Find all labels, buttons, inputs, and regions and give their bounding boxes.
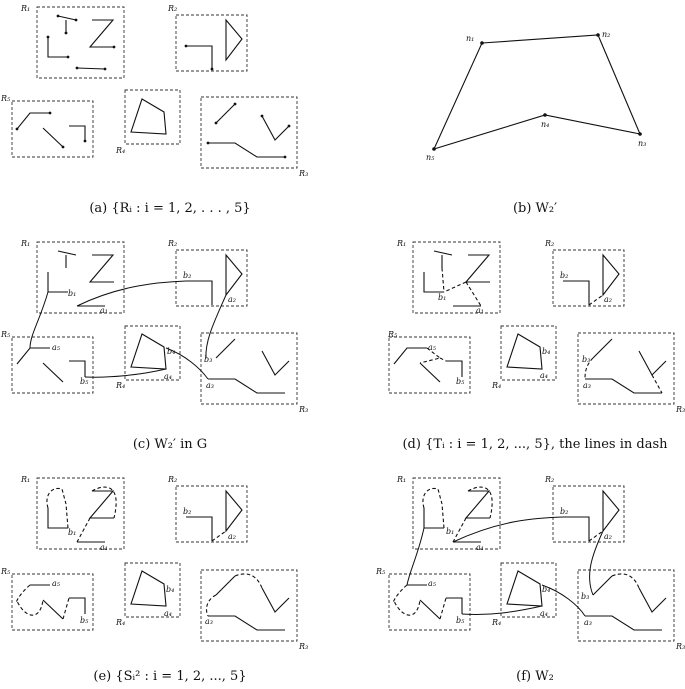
- panel-f: [375, 475, 685, 684]
- point-b4-label: b₄: [542, 347, 551, 356]
- caption-e: (e) {Sᵢ² : i = 1, 2, ..., 5}: [93, 669, 247, 684]
- point-a2-label: a₂: [228, 295, 236, 304]
- region-r1-box: [37, 7, 124, 78]
- point-a5-label: a₅: [428, 579, 436, 588]
- point-b2-label: b₂: [560, 271, 569, 280]
- w2-prime-curves: [30, 281, 226, 379]
- region-r1-label: R₁: [21, 239, 31, 248]
- point-a4-label: a₄: [540, 371, 548, 380]
- point-b5-label: b₅: [80, 616, 89, 625]
- region-r1-box: [37, 242, 124, 313]
- w2-curves: [407, 517, 603, 616]
- point-a2-label: a₂: [228, 532, 236, 541]
- region-r4-label: R₄: [492, 618, 502, 627]
- node-n4-label: n₄: [541, 120, 550, 129]
- point-a3-label: a₃: [584, 618, 592, 627]
- region-r1-segments: [47, 15, 116, 71]
- region-r1-label: R₁: [21, 4, 31, 13]
- region-r5-segments: [16, 112, 87, 149]
- point-a4-label: a₄: [164, 372, 172, 381]
- point-a5-label: a₅: [52, 579, 60, 588]
- region-r2-label: R₂: [545, 475, 555, 484]
- point-a4-label: a₄: [164, 609, 172, 618]
- region-r5-label: R₅: [388, 330, 398, 339]
- region-r2-label: R₂: [168, 239, 178, 248]
- region-r5-label: R₅: [1, 94, 11, 103]
- point-a1-label: a₁: [100, 306, 108, 315]
- region-r2-label: R₂: [168, 475, 178, 484]
- caption-f: (f) W₂: [516, 669, 554, 684]
- region-r4-label: R₄: [116, 381, 126, 390]
- cycle-w2-prime: [434, 35, 640, 149]
- region-r2-label: R₂: [545, 239, 555, 248]
- point-a1-label: a₁: [476, 543, 484, 552]
- point-a3-label: a₃: [583, 381, 591, 390]
- point-b4-label: b₄: [542, 585, 551, 594]
- region-r3-label: R₃: [299, 642, 309, 651]
- region-r5-label: R₅: [1, 330, 11, 339]
- point-b5-label: b₅: [80, 377, 89, 386]
- point-a5-label: a₅: [52, 343, 60, 352]
- point-a1-label: a₁: [100, 543, 108, 552]
- point-b1-label: b₁: [438, 293, 447, 302]
- region-r2-segments: [185, 20, 242, 70]
- point-b1-label: b₁: [446, 527, 455, 536]
- point-b5-label: b₅: [456, 377, 465, 386]
- node-n3-label: n₃: [638, 139, 647, 148]
- point-b5-label: b₅: [456, 616, 465, 625]
- region-r4-label: R₄: [116, 146, 126, 155]
- region-r2-label: R₂: [168, 4, 178, 13]
- panel-b: [426, 30, 646, 216]
- point-a3-label: a₃: [206, 381, 214, 390]
- point-b1-label: b₁: [68, 289, 77, 298]
- point-b3-label: b₃: [581, 592, 590, 601]
- region-r4-box: [125, 90, 180, 144]
- region-r1-label: R₁: [21, 475, 31, 484]
- node-n1-label: n₁: [466, 34, 475, 43]
- point-b2-label: b₂: [183, 271, 192, 280]
- point-b3-label: b₃: [204, 355, 213, 364]
- point-a4-label: a₄: [540, 609, 548, 618]
- region-r1-label: R₁: [397, 239, 407, 248]
- node-n5-label: n₅: [426, 153, 435, 162]
- panel-d: [387, 239, 685, 452]
- region-r1-box: [413, 242, 500, 313]
- point-b1-label: b₁: [68, 528, 77, 537]
- region-r4-segments: [131, 99, 166, 134]
- caption-c: (c) W₂′ in G: [132, 437, 208, 452]
- caption-d: (d) {Tᵢ : i = 1, 2, ..., 5}, the lines in dash: [402, 437, 668, 452]
- region-r3-label: R₃: [676, 405, 685, 414]
- region-r4-label: R₄: [116, 618, 126, 627]
- point-a3-label: a₃: [205, 617, 213, 626]
- point-b2-label: b₂: [560, 507, 569, 516]
- panel-a: [0, 4, 308, 216]
- region-r3-label: R₃: [676, 642, 685, 651]
- region-r5-label: R₅: [1, 567, 11, 576]
- point-b4-label: b₄: [166, 585, 175, 594]
- panel-c: [0, 239, 308, 452]
- node-n2-label: n₂: [602, 30, 611, 39]
- region-r3-label: R₃: [299, 405, 309, 414]
- region-r3-label: R₃: [299, 169, 309, 178]
- point-b3-label: b₃: [582, 355, 591, 364]
- region-r1-label: R₁: [397, 475, 407, 484]
- caption-a: (a) {Rᵢ : i = 1, 2, . . . , 5}: [89, 201, 251, 216]
- point-a1-label: a₁: [476, 306, 484, 315]
- point-b2-label: b₂: [183, 507, 192, 516]
- point-a5-label: a₅: [428, 343, 436, 352]
- region-r5-box: [12, 101, 93, 157]
- point-a2-label: a₂: [604, 532, 612, 541]
- panel-e: [0, 475, 308, 684]
- point-a2-label: a₂: [604, 295, 612, 304]
- region-r3-segments: [207, 103, 291, 159]
- region-r4-label: R₄: [492, 381, 502, 390]
- point-b4-label: b₄: [167, 347, 176, 356]
- region-r5-label: R₅: [376, 567, 386, 576]
- caption-b: (b) W₂′: [512, 201, 558, 216]
